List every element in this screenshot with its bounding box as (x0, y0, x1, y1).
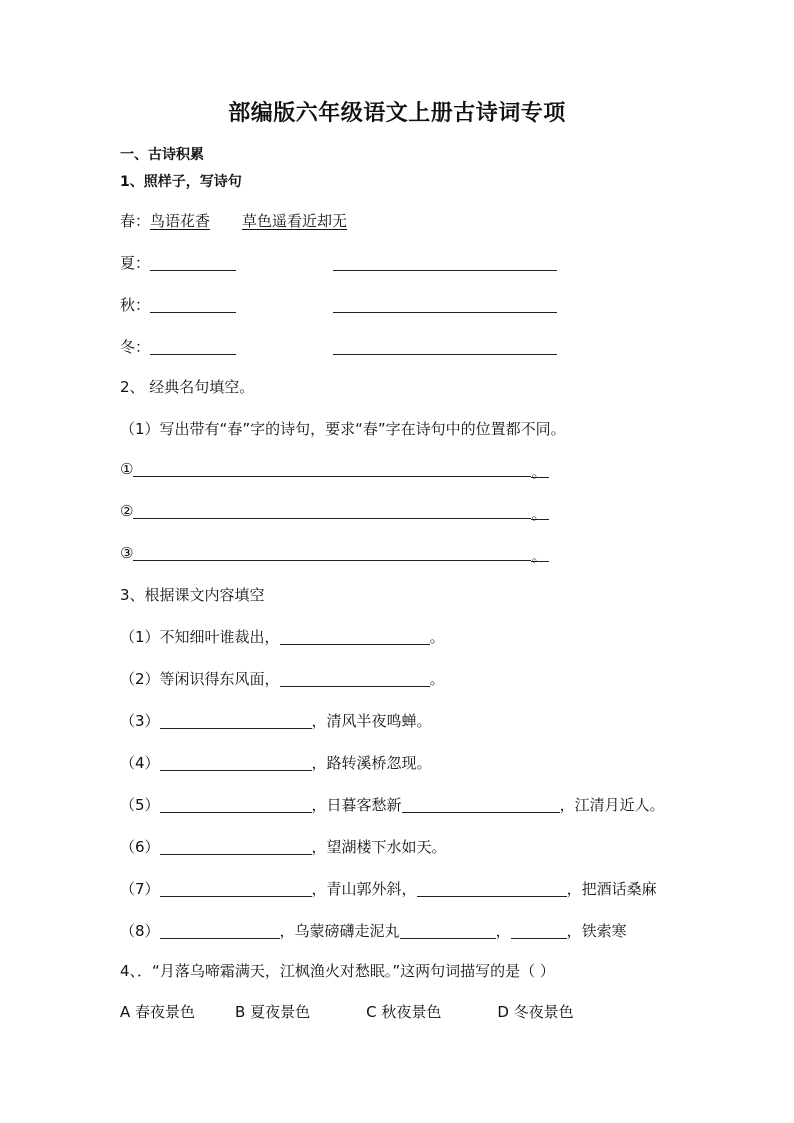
verse-text: ，铁索寒 (566, 922, 627, 940)
example-row (120, 210, 347, 231)
example-verse: 草色遥看近却无 (242, 212, 348, 230)
option-d[interactable]: D 冬夜景色 (497, 1003, 574, 1021)
fill-item-6 (120, 836, 447, 857)
season-row-winter (120, 336, 557, 357)
item-number: （8） (120, 922, 160, 940)
fill-item-4 (120, 752, 432, 773)
period: 。 (531, 461, 549, 478)
answer-blank[interactable] (402, 796, 560, 813)
answer-blank[interactable] (417, 880, 567, 897)
season-row-summer (120, 252, 557, 273)
section-heading: 一、古诗积累 (120, 147, 204, 163)
item-number: （3） (120, 712, 160, 730)
verse-blank[interactable] (333, 254, 557, 271)
option-b[interactable]: B 夏夜景色 (235, 1003, 311, 1021)
answer-blank[interactable] (280, 628, 430, 645)
season-label: 夏： (120, 254, 151, 272)
example-word: 鸟语花香 (150, 212, 211, 230)
verse-text: ，把酒话桑麻 (566, 880, 657, 898)
fill-item-7 (120, 878, 657, 899)
word-blank[interactable] (150, 338, 236, 355)
answer-blank[interactable] (133, 544, 531, 561)
fill-item-1 (120, 626, 445, 647)
verse-text: 。 (429, 670, 445, 688)
page-title: 部编版六年级语文上册古诗词专项 (228, 100, 566, 126)
answer-blank[interactable] (511, 922, 567, 939)
word-blank[interactable] (150, 296, 236, 313)
verse-text: ，乌蒙磅礴走泥丸 (279, 922, 400, 940)
item-number: （7） (120, 880, 160, 898)
verse-text: ，路转溪桥忽现。 (311, 754, 432, 772)
question-4-stem: 4、．“月落乌啼霜满天，江枫渔火对愁眠。”这两句词描写的是（ ） (120, 962, 555, 980)
verse-text: ，江清月近人。 (559, 796, 665, 814)
fill-item-2 (120, 668, 445, 689)
season-label: 冬： (120, 338, 151, 356)
verse-text: ，望湖楼下水如天。 (311, 838, 447, 856)
answer-blank[interactable] (160, 838, 312, 855)
verse-text: 等闲识得东风面， (159, 670, 280, 688)
fill-item-5 (120, 794, 665, 815)
question-4-options (120, 1001, 574, 1022)
answer-blank[interactable] (160, 712, 312, 729)
question-2-heading: 2、 经典名句填空。 (120, 378, 255, 396)
item-number: （1） (120, 628, 160, 646)
period: 。 (531, 545, 549, 562)
question-3-heading: 3、根据课文内容填空 (120, 586, 265, 604)
answer-blank[interactable] (160, 922, 280, 939)
verse-blank[interactable] (333, 296, 557, 313)
season-label: 秋： (120, 296, 151, 314)
verse-text: 。 (429, 628, 445, 646)
question-1-heading: 1、照样子，写诗句 (120, 174, 242, 190)
answer-blank[interactable] (133, 502, 531, 519)
option-a[interactable]: A 春夜景色 (120, 1003, 196, 1021)
answer-blank[interactable] (160, 796, 312, 813)
circled-number: ② (120, 502, 134, 520)
verse-blank[interactable] (333, 338, 557, 355)
spring-verse-row-3 (120, 544, 549, 565)
verse-text: ，青山郭外斜， (311, 880, 417, 898)
fill-item-3 (120, 710, 432, 731)
verse-text: 不知细叶谁裁出， (159, 628, 280, 646)
verse-text: ， (495, 922, 511, 940)
verse-text: ，日暮客愁新 (311, 796, 402, 814)
item-number: （5） (120, 796, 160, 814)
verse-text: ，清风半夜鸣蝉。 (311, 712, 432, 730)
option-c[interactable]: C 秋夜景色 (366, 1003, 442, 1021)
spring-verse-row-2 (120, 502, 549, 523)
period: 。 (531, 503, 549, 520)
word-blank[interactable] (150, 254, 236, 271)
item-number: （6） (120, 838, 160, 856)
example-label: 春： (120, 212, 151, 230)
answer-blank[interactable] (160, 880, 312, 897)
spring-verse-row-1 (120, 460, 549, 481)
fill-item-8 (120, 920, 627, 941)
circled-number: ③ (120, 544, 134, 562)
item-number: （4） (120, 754, 160, 772)
question-2-subprompt: （1）写出带有“春”字的诗句，要求“春”字在诗句中的位置都不同。 (120, 420, 566, 438)
answer-blank[interactable] (400, 922, 496, 939)
answer-blank[interactable] (280, 670, 430, 687)
answer-blank[interactable] (133, 460, 531, 477)
item-number: （2） (120, 670, 160, 688)
circled-number: ① (120, 460, 134, 478)
season-row-autumn (120, 294, 557, 315)
answer-blank[interactable] (160, 754, 312, 771)
